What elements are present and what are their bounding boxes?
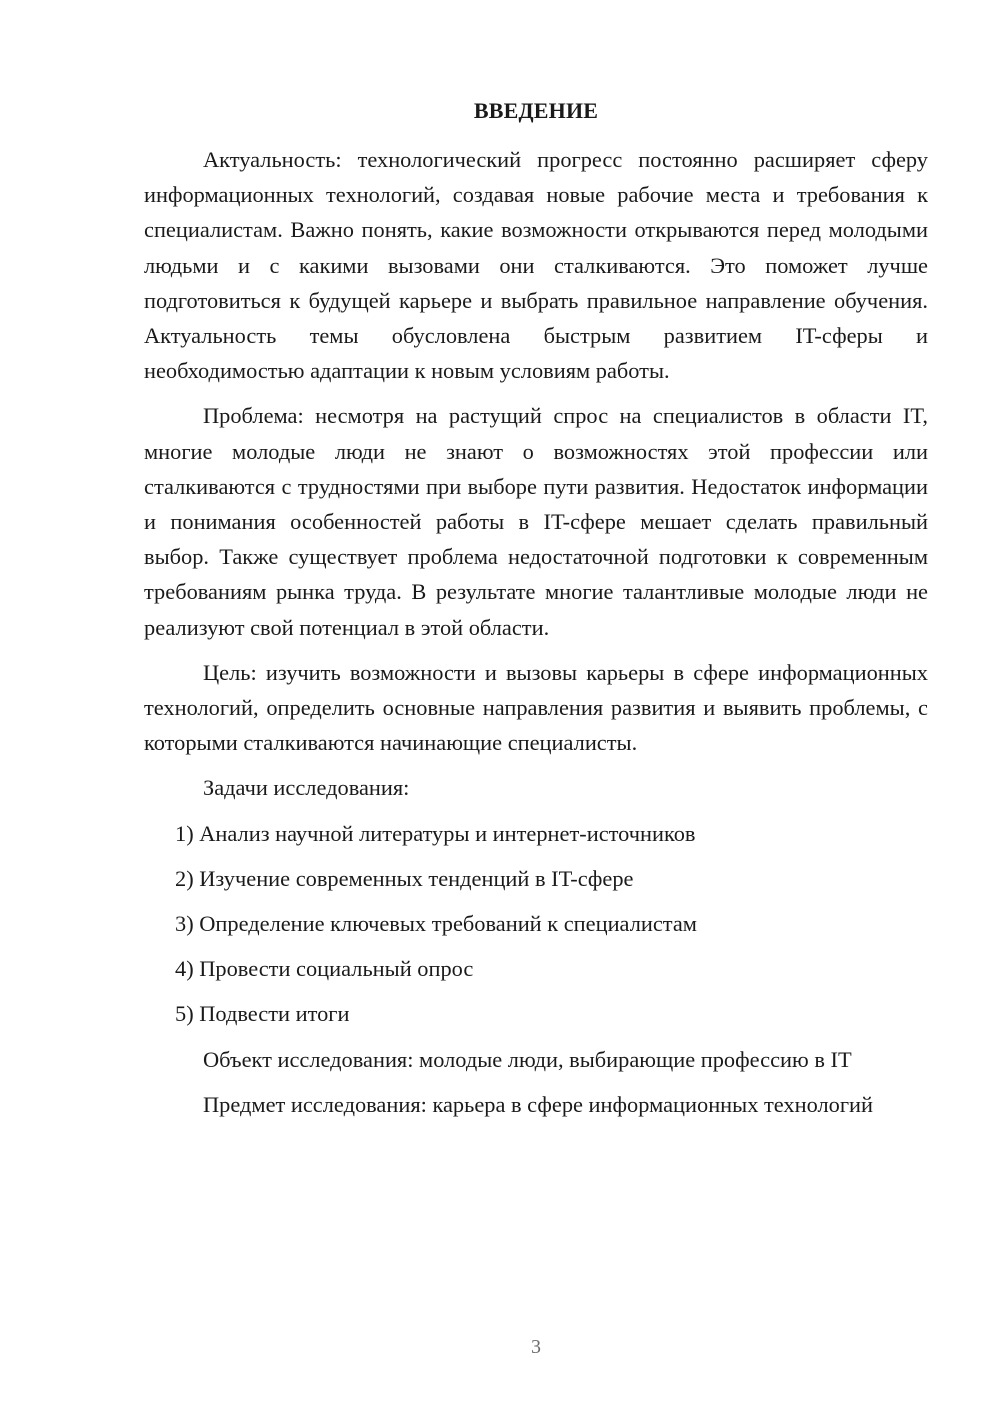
task-item: 2) Изучение современных тенденций в IT-сфере <box>175 865 634 891</box>
section-heading: ВВЕДЕНИЕ <box>473 98 599 123</box>
paragraph-object: Объект исследования: молодые люди, выбирающие профессию в IT <box>203 1046 852 1072</box>
body-text <box>144 142 928 1132</box>
paragraph-goal: Цель: изучить возможности и вызовы карьеры в сфере информационных технологий, определить основные направления развития и выявить проблемы, с которыми сталкиваются начинающие специалисты. <box>144 659 928 756</box>
page-number: 3 <box>531 1336 541 1358</box>
task-item: 3) Определение ключевых требований к специалистам <box>175 911 697 937</box>
task-list <box>144 816 928 1032</box>
paragraph-subject: Предмет исследования: карьера в сфере информационных технологий <box>203 1091 874 1117</box>
task-item: 4) Провести социальный опрос <box>175 956 474 982</box>
paragraph-problem: Проблема: несмотря на растущий спрос на специалистов в области IT, многие молодые люди не знают о возможностях этой профессии или сталкиваются с трудностями при выборе пути развития. Недостаток информации и понимания особенностей работы в IT-сфере мешает сделать правильный выбор. Также существует проблема недостаточной подготовки к современным требованиям рынка труда. В результате многие талантливые молодые люди не реализуют свой потенциал в этой области. <box>144 403 928 640</box>
paragraph-tasks-intro: Задачи исследования: <box>203 775 410 801</box>
paragraph-relevance: Актуальность: технологический прогресс постоянно расширяет сферу информационных технологий, создавая новые рабочие места и требования к специалистам. Важно понять, какие возможности открываются перед молодыми людьми и с какими вызовами они сталкиваются. Это поможет лучше подготовиться к будущей карьере и выбрать правильное направление обучения. Актуальность темы обусловлена быстрым развитием IT-сферы и необходимостью адаптации к новым условиям работы. <box>144 147 928 384</box>
task-item: 5) Подвести итоги <box>175 1001 350 1027</box>
task-item: 1) Анализ научной литературы и интернет-источников <box>175 820 696 846</box>
